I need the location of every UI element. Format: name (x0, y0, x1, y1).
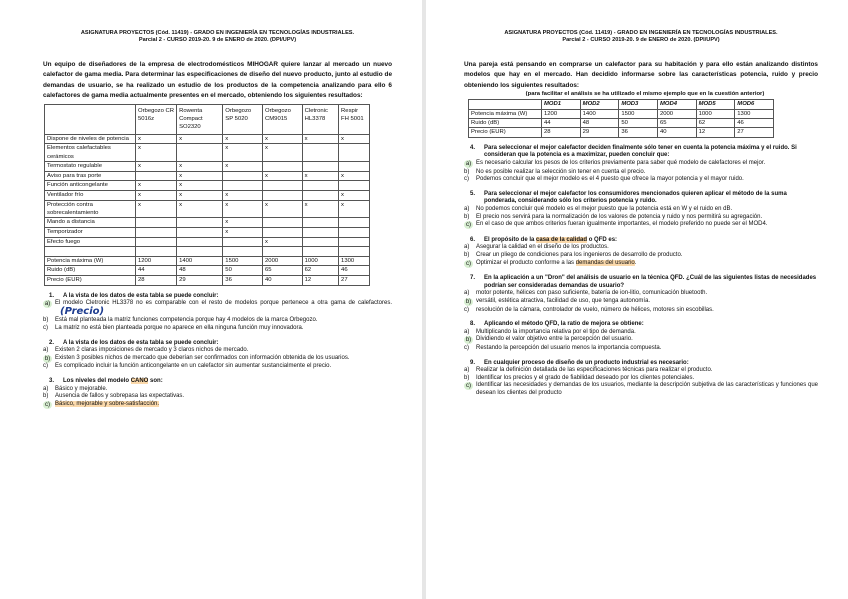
option-text: No es posible realizar la selección sin tener en cuenta el precio. (476, 168, 646, 175)
option-letter: b) (464, 168, 470, 175)
table-cell: 44 (136, 266, 177, 276)
option-letter: b) (44, 355, 51, 362)
table-row (45, 276, 370, 286)
table-cell (302, 144, 338, 162)
table-cell: x (136, 181, 177, 191)
option-letter: b) (465, 337, 472, 344)
table-cell (339, 247, 370, 257)
table-cell: 1300 (735, 109, 774, 118)
header-line-1: ASIGNATURA PROYECTOS (Cód. 11419) - GRADO EN INGENIERÍA EN TECNOLOGÍAS INDUSTRIALES. (80, 30, 355, 36)
table-row (45, 256, 370, 266)
table-row (45, 181, 370, 191)
handwritten-note: (Precio) (60, 305, 105, 317)
question-1 (43, 293, 392, 333)
option-letter: c) (466, 260, 471, 267)
question-stem: Para seleccionar el mejor calefactor deciden finalmente sólo tener en cuenta la potencia máxima y el ruido. Si consideran que la potencia es a maximizar, pueden concluir que: (484, 144, 797, 159)
table-cell (177, 247, 223, 257)
table-cell: 50 (619, 119, 658, 128)
table-header-cell: Cletronic HL3378 (302, 104, 338, 134)
option-6b[interactable] (464, 252, 818, 260)
table-cell: x (223, 162, 263, 172)
option-1b[interactable] (43, 317, 392, 325)
table-cell: 36 (619, 128, 658, 137)
question-stem: Para seleccionar el mejor calefactor los consumidores mencionados quieren aplicar el método de la suma ponderada, considerando sólo los criterios potencia y ruido. (484, 190, 787, 205)
question-3-text (43, 378, 392, 386)
row-label-cell: Función anticongelante (45, 181, 136, 191)
table-cell (302, 162, 338, 172)
row-label-cell: Ruido (dB) (469, 119, 542, 128)
models-table (468, 99, 774, 138)
option-2b[interactable] (43, 355, 392, 364)
table-cell (263, 228, 303, 238)
table-cell: 29 (580, 128, 619, 137)
table-cell (177, 237, 223, 247)
table-cell: x (263, 144, 303, 162)
table-cell: 1000 (696, 109, 735, 118)
exam-page-right (426, 0, 848, 599)
table-cell: 2000 (263, 256, 303, 266)
page-header (464, 30, 818, 44)
question-number: 7. (470, 275, 476, 282)
table-cell: 48 (580, 119, 619, 128)
table-cell: 27 (339, 276, 370, 286)
table-cell: x (223, 134, 263, 144)
question-stem: En la aplicación a un "Dron" del análisis de usuario en la técnica QFD. ¿Cuál de las siguientes listas de necesidades podrían ser consideradas demandas de usuario? (484, 275, 817, 289)
table-header-cell: MOD4 (657, 100, 696, 109)
option-text: Identificar los precios y el grado de fiabilidad deseado por los clientes potenciales. (476, 374, 695, 381)
question-3 (43, 378, 392, 409)
table-cell (223, 237, 263, 247)
option-letter: a) (464, 290, 470, 297)
table-row (45, 266, 370, 276)
option-text: Existen 2 claras imposiciones de mercado y 3 claros nichos de mercado. (55, 347, 249, 354)
table-cell: x (223, 191, 263, 201)
row-label-cell: Dispone de niveles de potencia (45, 134, 136, 144)
question-number: 5. (470, 190, 476, 197)
table-cell: 28 (136, 276, 177, 286)
table-cell (339, 162, 370, 172)
table-cell (136, 247, 177, 257)
row-label-cell: Potencia máxima (W) (45, 256, 136, 266)
table-cell (263, 247, 303, 257)
table-cell (223, 247, 263, 257)
table-cell: 12 (696, 128, 735, 137)
table-cell: x (263, 237, 303, 247)
table-cell: 65 (263, 266, 303, 276)
table-header (469, 100, 774, 109)
option-text: Existen 3 posibles nichos de mercado que deberían ser confirmados con información obtenida de los usuarios. (55, 354, 350, 361)
question-stem: A la vista de los datos de esta tabla se puede concluir: (63, 339, 219, 346)
highlight: Básico, mejorable y sobre-satisfacción. (55, 400, 160, 407)
table-row (45, 200, 370, 218)
option-7b[interactable] (464, 298, 818, 307)
question-text (464, 275, 818, 290)
table-cell (302, 228, 338, 238)
highlight: casa de la calidad (536, 236, 588, 243)
table-row (45, 247, 370, 257)
table-cell: x (177, 171, 223, 181)
intro-paragraph: Un equipo de diseñadores de la empresa de electrodomésticos MIHOGAR quiere lanzar al mercado un nuevo calefactor de gama media. Para determinar las especificaciones de diseño del nuevo producto, junto al estudio de demandas de usuario, se ha realizado un estudio de los productos de la competencia analizando para ello 6 calefactores de gama media actualmente presentes en el mercado, obteniendo los siguientes resultados: (43, 61, 392, 100)
table-cell (263, 162, 303, 172)
table-cell (136, 218, 177, 228)
table-cell: x (177, 200, 223, 218)
table-cell (302, 218, 338, 228)
option-letter: c) (43, 363, 48, 370)
table-cell: 1200 (542, 109, 581, 118)
question-text (464, 237, 818, 245)
table-cell: 40 (657, 128, 696, 137)
question-number: 3. (49, 377, 55, 384)
question-number: 8. (470, 321, 476, 328)
option-letter: c) (466, 383, 471, 390)
option-letter: c) (43, 324, 48, 331)
option-letter: a) (464, 367, 470, 374)
table-cell: 44 (542, 119, 581, 128)
option-7a[interactable] (464, 290, 818, 298)
table-header-cell (469, 100, 542, 109)
question-text (464, 360, 818, 368)
table-header-cell: Respir FH 5001 (339, 104, 370, 134)
option-4c[interactable] (464, 176, 818, 184)
table-cell (339, 237, 370, 247)
row-label-cell: Potencia máxima (W) (469, 109, 542, 118)
option-letter: a) (44, 301, 51, 308)
table-cell: x (223, 228, 263, 238)
table-cell (177, 218, 223, 228)
table-cell: x (302, 134, 338, 144)
question-8 (464, 321, 818, 352)
table-row (469, 119, 774, 128)
question-text (464, 145, 818, 160)
question-stem: Los niveles del modelo CANO son: (63, 377, 163, 384)
option-text: El precio nos servirá para la normalización de los valores de potencia y ruido y nos permitirá su agregación. (476, 213, 763, 220)
option-text: Es complicado incluir la función anticongelante en un calefactor sin aumentar sustancialmente el precio. (55, 363, 332, 370)
table-cell: x (263, 134, 303, 144)
option-3a[interactable] (43, 386, 392, 394)
option-4b[interactable] (464, 169, 818, 177)
table-cell: x (177, 134, 223, 144)
option-letter: c) (45, 401, 50, 408)
option-5a[interactable] (464, 206, 818, 214)
table-header-cell: MOD2 (580, 100, 619, 109)
option-text: resolución de la cámara, controlador de vuelo, número de hélices, motores sin escobillas. (476, 306, 714, 313)
option-letter: a) (464, 244, 470, 251)
question-number: 9. (470, 359, 476, 366)
option-text: Dividiendo el valor objetivo entre la percepción del usuario. (476, 336, 633, 343)
option-5b[interactable] (464, 214, 818, 222)
table-cell: 1500 (619, 109, 658, 118)
table-header-cell: Orbegozo SP 5020 (223, 104, 263, 134)
question-9 (464, 360, 818, 398)
table-body (469, 109, 774, 137)
table-row (45, 218, 370, 228)
table-cell: x (339, 191, 370, 201)
page-header (43, 30, 392, 44)
table-cell: 28 (542, 128, 581, 137)
option-3b[interactable] (43, 393, 392, 401)
table-cell: x (263, 200, 303, 218)
question-2-text (43, 340, 392, 348)
table-row (45, 144, 370, 162)
table-cell: 27 (735, 128, 774, 137)
question-stem: Aplicando el método QFD, la ratio de mejora se obtiene: (484, 321, 644, 328)
table-cell: x (302, 171, 338, 181)
option-9a[interactable] (464, 367, 818, 375)
row-label-cell: Temporizador (45, 228, 136, 238)
table-cell (302, 191, 338, 201)
option-letter: c) (464, 176, 469, 183)
exam-page-left (0, 0, 422, 599)
table-cell (263, 181, 303, 191)
option-text: Crear un pliego de condiciones para los ingenieros de desarrollo de producto. (476, 251, 683, 258)
option-8b[interactable] (464, 336, 818, 345)
table-row (45, 228, 370, 238)
table-cell (136, 171, 177, 181)
table-header-cell: Rowenta Compact SO2320 (177, 104, 223, 134)
row-label-cell: Ruido (dB) (45, 266, 136, 276)
table-cell (263, 218, 303, 228)
option-text: Restando la percepción del usuario menos la importancia compuesta. (476, 344, 662, 351)
table-cell: x (136, 144, 177, 162)
table-cell (136, 228, 177, 238)
question-number: 1. (49, 292, 55, 299)
option-letter: b) (43, 393, 49, 400)
question-stem: El propósito de la casa de la calidad o QFD es: (484, 236, 618, 243)
table-row (45, 171, 370, 181)
question-4 (464, 145, 818, 184)
option-4a[interactable] (464, 160, 818, 169)
question-7 (464, 275, 818, 314)
option-2a[interactable] (43, 347, 392, 355)
option-text: Podemos concluir que el mejor modelo es el 4 puesto que ofrece la mayor potencia y el mayor ruido. (476, 176, 744, 183)
header-line-1: ASIGNATURA PROYECTOS (Cód. 11419) - GRADO EN INGENIERÍA EN TECNOLOGÍAS INDUSTRIALES. (504, 30, 778, 36)
table-body (45, 134, 370, 285)
option-1a[interactable] (43, 300, 392, 317)
option-8c[interactable] (464, 345, 818, 353)
question-number: 6. (470, 236, 476, 243)
table-cell: 1400 (580, 109, 619, 118)
table-cell: 1400 (177, 256, 223, 266)
option-letter: a) (464, 328, 470, 335)
table-cell: x (136, 162, 177, 172)
table-cell (223, 171, 263, 181)
table-cell: 1000 (302, 256, 338, 266)
table-cell: x (223, 200, 263, 218)
highlight: demandas del usuario (575, 259, 635, 266)
row-label-cell: Mando a distancia (45, 218, 136, 228)
table-cell: x (177, 162, 223, 172)
table-cell: 46 (339, 266, 370, 276)
header-line-2: Parcial 2 - CURSO 2019-20. 9 de ENERO de 2020. (DPI/UPV) (562, 37, 720, 43)
question-number: 2. (49, 339, 55, 346)
table-cell: x (339, 200, 370, 218)
row-label-cell (45, 247, 136, 257)
option-letter: c) (464, 306, 469, 313)
option-letter: b) (43, 317, 49, 324)
table-cell (263, 191, 303, 201)
intro-paragraph: Una pareja está pensando en comprarse un calefactor para su habitación y para ello están analizando distintos modelos que hay en el mercado. Han decidido informarse sobre las características potencia, ruido y precio obteniendo los siguientes resultados: (464, 61, 818, 89)
option-letter: c) (464, 344, 469, 351)
question-5 (464, 191, 818, 230)
table-cell (177, 144, 223, 162)
row-label-cell: Protección contra sobrecalentamiento (45, 200, 136, 218)
table-header-cell: MOD6 (735, 100, 774, 109)
option-letter: a) (464, 206, 470, 212)
table-cell (302, 237, 338, 247)
table-header-cell: Orbegozo CR 5016z (136, 104, 177, 134)
option-text: El modelo Cletronic HL3378 no es comparable con el resto de modelos porque pertenece a otra gama de calefactores.(Precio) (55, 300, 392, 317)
option-letter: b) (464, 213, 470, 220)
option-letter: b) (464, 251, 470, 258)
header-line-2: Parcial 2 - CURSO 2019-20. 9 de ENERO de 2020. (DPI/UPV) (138, 37, 297, 43)
table-cell (302, 181, 338, 191)
table-cell (223, 181, 263, 191)
table-cell: x (136, 200, 177, 218)
option-letter: a) (43, 347, 49, 354)
table-cell: x (223, 218, 263, 228)
table-header-cell: MOD1 (542, 100, 581, 109)
table-cell: 12 (302, 276, 338, 286)
question-2 (43, 340, 392, 371)
table-row (45, 237, 370, 247)
table-cell: 48 (177, 266, 223, 276)
question-text (464, 321, 818, 329)
option-text: motor potente, hélices con paso suficiente, batería de ion-litio, comunicación bluetooth. (476, 290, 708, 297)
table-header-cell: MOD5 (696, 100, 735, 109)
table-cell: 1500 (223, 256, 263, 266)
table-cell: x (177, 191, 223, 201)
option-letter: b) (465, 298, 472, 305)
table-header-cell: MOD3 (619, 100, 658, 109)
row-label-cell: Ventilador frío (45, 191, 136, 201)
table-row (45, 191, 370, 201)
table-cell (302, 247, 338, 257)
option-text: Optimizar el producto conforme a las demandas del usuario. (476, 259, 637, 266)
table-header-cell (45, 104, 136, 134)
row-label-cell: Termostato regulable (45, 162, 136, 172)
option-text: En el caso de que ambos criterios fueran igualmente importantes, el modelo preferido no puede ser el MOD4. (476, 221, 768, 228)
question-text (464, 191, 818, 206)
table-cell (339, 181, 370, 191)
option-9c[interactable] (464, 382, 818, 397)
question-stem: A la vista de los datos de esta tabla se puede concluir: (63, 292, 219, 299)
table-cell (177, 228, 223, 238)
option-3c[interactable] (43, 401, 392, 410)
row-label-cell: Aviso para tras porte (45, 171, 136, 181)
table-cell: 40 (263, 276, 303, 286)
table-cell (136, 237, 177, 247)
option-letter: a) (465, 161, 472, 168)
competitor-table (44, 104, 370, 286)
option-text: Básico y mejorable. (55, 385, 108, 392)
option-text: Identificar las necesidades y demandas de los usuarios, mediante la descripción subjetiva de las características y funciones que desean los clientes del producto (476, 382, 818, 396)
table-cell (339, 218, 370, 228)
row-label-cell: Precio (EUR) (45, 276, 136, 286)
table-cell: 36 (223, 276, 263, 286)
table-row (45, 134, 370, 144)
table-cell: 1300 (339, 256, 370, 266)
table-cell: 62 (696, 119, 735, 128)
table-header-cell: Orbegozo CM9015 (263, 104, 303, 134)
table-header-row (45, 104, 370, 134)
table-cell: x (136, 134, 177, 144)
option-text: La matriz no está bien planteada porque no aparece en ella ninguna función muy innovadora. (55, 324, 304, 331)
option-text (55, 401, 392, 410)
row-label-cell: Elementos calefactables cerámicos (45, 144, 136, 162)
table-cell (339, 144, 370, 162)
question-stem: En cualquier proceso de diseño de un producto industrial es necesario: (484, 359, 689, 366)
table-cell: x (339, 134, 370, 144)
table-row (469, 128, 774, 137)
table-cell: x (136, 191, 177, 201)
table-cell: 62 (302, 266, 338, 276)
table-row (469, 109, 774, 118)
table-row (45, 162, 370, 172)
table-cell: 29 (177, 276, 223, 286)
question-1-text (43, 293, 392, 301)
option-1c[interactable] (43, 325, 392, 333)
table-cell: x (263, 171, 303, 181)
option-text: Es necesario calcular los pesos de los criterios previamente para saber qué modelo de calefactores el mejor. (476, 160, 766, 167)
question-6 (464, 237, 818, 268)
option-7c[interactable] (464, 307, 818, 315)
option-letter: c) (466, 222, 471, 229)
table-cell (339, 228, 370, 238)
table-cell: 2000 (657, 109, 696, 118)
table-cell: x (177, 181, 223, 191)
option-5c[interactable] (464, 221, 818, 230)
row-label-cell: Precio (EUR) (469, 128, 542, 137)
table-header (45, 104, 370, 134)
table-cell: x (302, 200, 338, 218)
row-label-cell: Efecto fuego (45, 237, 136, 247)
option-text: No podemos concluir qué modelo es el mejor puesto que la potencia está en W y el ruido en dB. (476, 206, 733, 212)
option-6c[interactable] (464, 260, 818, 269)
table-cell: 1200 (136, 256, 177, 266)
question-number: 4. (470, 144, 476, 151)
right-question-list (464, 145, 818, 398)
table-header-row (469, 100, 774, 109)
option-text: Multiplicando la importancia relativa por el tipo de demanda. (476, 328, 636, 335)
option-text: Asegurar la calidad en el diseño de los productos. (476, 244, 609, 251)
option-text: Está mal planteada la matriz funciones competencia porque hay 4 modelos de la marca Orbegozo. (55, 317, 318, 324)
option-9b[interactable] (464, 375, 818, 383)
option-2c[interactable] (43, 363, 392, 371)
table-cell: x (339, 171, 370, 181)
option-8a[interactable] (464, 329, 818, 337)
highlight: CANO (130, 377, 149, 384)
option-letter: a) (43, 385, 49, 392)
option-text: Realizar la definición detallada de las especificaciones técnicas para realizar el producto. (476, 367, 713, 374)
table-cell: x (223, 144, 263, 162)
option-text: Ausencia de fallos y sobrepasa las expectativas. (55, 393, 185, 400)
table-cell: 46 (735, 119, 774, 128)
option-letter: b) (464, 374, 470, 381)
intro-subnote: (para facilitar el análisis se ha utilizado el mismo ejemplo que en la cuestión anterior) (525, 91, 765, 98)
table-cell: 50 (223, 266, 263, 276)
option-text: versátil, estética atractiva, facilidad de uso, que tenga autonomía. (476, 297, 651, 304)
option-6a[interactable] (464, 244, 818, 252)
table-cell: 65 (657, 119, 696, 128)
